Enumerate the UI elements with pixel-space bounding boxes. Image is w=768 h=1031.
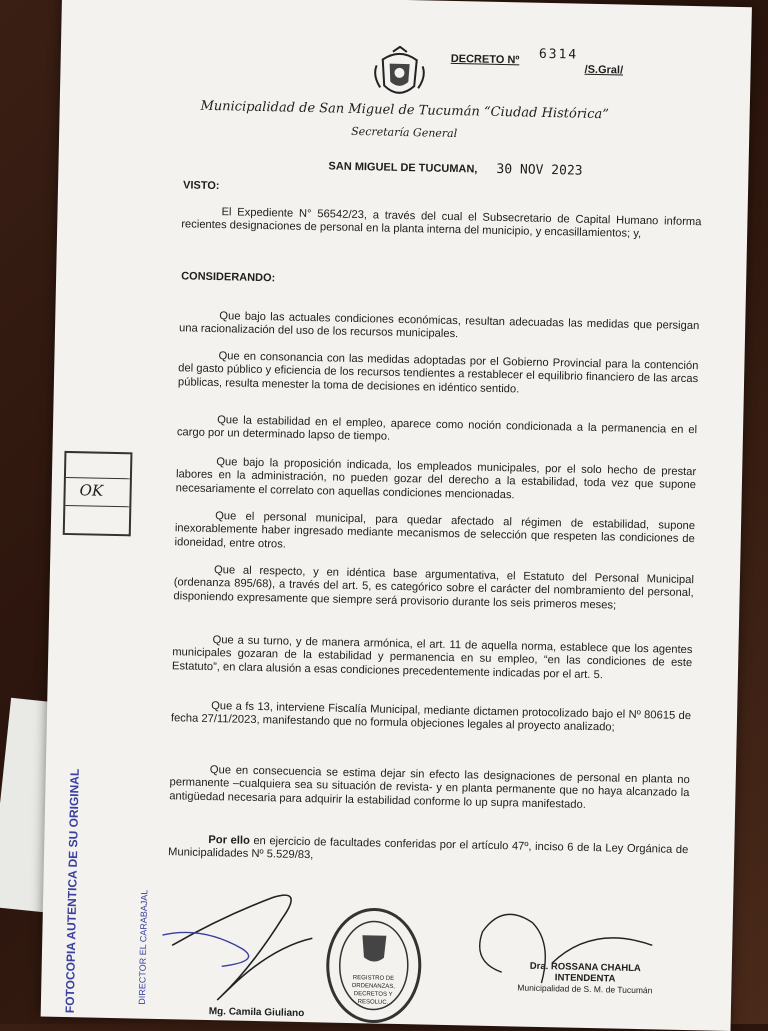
considerando-paragraph-8: Que a fs 13, interviene Fiscalía Municipal, mediante dictamen protocolizado bajo el Nº 80615 de fecha 27/11/2023, manifestando que no formula objeciones legales al proyecto analizado; — [170, 700, 692, 734]
considerando-paragraph-3: Que la estabilidad en el empleo, aparece como noción condicionada a la permanencia en el cargo por un determinado lapso de tiempo. — [176, 414, 698, 444]
registry-stamp: DIRECTOR EL CARABAJAL — [136, 889, 150, 1005]
considerando-paragraph-5: Que el personal municipal, para quedar afectado al régimen de estabilidad, supone inexorablemente haber ingresado mediante mecanismos de selección que respeten las condiciones de idoneidad, entre otros. — [174, 510, 696, 551]
svg-text:DECRETOS Y: DECRETOS Y — [353, 991, 393, 998]
svg-text:ORDENANZAS,: ORDENANZAS, — [351, 983, 396, 990]
considerando-paragraph-2: Que en consonancia con las medidas adoptadas por el Gobierno Provincial para la contención del gasto público y eficiencia de los recursos tendientes a restablecer el equilibrio financiero de las arcas públicas, resulta menester la toma de decisiones en idéntico sentido. — [177, 350, 699, 396]
considerando-heading: CONSIDERANDO: — [181, 270, 276, 285]
decree-label: DECRETO Nº — [450, 52, 520, 67]
svg-text:REGISTRO DE: REGISTRO DE — [352, 975, 395, 982]
signer-right-block — [517, 961, 653, 997]
considerando-paragraph-9: Que en consecuencia se estima dejar sin efecto las designaciones de personal en planta no permanente –cualquiera sea su situación de revista- y en planta permanente que no haya alcanzado la antigüedad necesaria para adquirir la estabilidad conforme lo up supra manifestado. — [169, 764, 690, 811]
decree-document — [41, 0, 752, 1031]
visto-heading: VISTO: — [182, 179, 220, 193]
signature-left-icon — [161, 875, 324, 1018]
svg-text:RESOLUC.: RESOLUC. — [357, 999, 389, 1006]
ok-stamp-box — [63, 451, 133, 536]
secretariat-title: Secretaría General — [351, 124, 458, 141]
closing-paragraph: Por ello en ejercicio de facultades conferidas por el artículo 47º, inciso 6 de la Ley Orgánica de Municipalidades Nº 5.529/83, — [167, 834, 689, 862]
municipal-seal-icon — [323, 904, 425, 1024]
decree-number: 6314 — [538, 46, 579, 63]
considerando-paragraph-6: Que al respecto, y en idéntica base argumentativa, el Estatuto del Personal Municipal (ordenanza 895/68), a través del art. 5, es categórico sobre el carácter del nombramiento del personal, disponiendo expresamente que siempre será provisorio durante los seis primeros meses; — [173, 564, 695, 612]
date-stamp: 30 NOV 2023 — [496, 161, 583, 179]
municipality-title: Municipalidad de San Miguel de Tucumán “Ciudad Histórica” — [200, 98, 609, 123]
signer-right-title: INTENDENTA — [554, 972, 616, 985]
signer-left-name: Mg. Camila Giuliano — [208, 1006, 305, 1020]
signer-right-org: Municipalidad de S. M. de Tucumán — [517, 982, 653, 996]
decree-header — [450, 46, 624, 77]
visto-paragraph: El Expediente N° 56542/23, a través del cual el Subsecretario de Capital Humano informa recientes designaciones de personal en la planta interna del municipio, y encasillamientos; y, — [181, 206, 702, 241]
ok-mark: OK — [79, 481, 104, 500]
municipal-crest-icon — [372, 45, 427, 102]
considerando-paragraph-1: Que bajo las actuales condiciones económicas, resultan adecuadas las medidas que persigan una racionalización del uso de los recursos municipales. — [178, 310, 700, 341]
signer-right-name: Dra. ROSSANA CHAHLA — [529, 960, 641, 975]
authentic-copy-stamp: FOTOCOPIA AUTENTICA DE SU ORIGINAL — [62, 768, 82, 1014]
considerando-paragraph-7: Que a su turno, y de manera armónica, el art. 11 de aquella norma, establece que los agentes municipales gozaran de la estabilidad y permanencia en su empleo, “en las condiciones de este Estatuto”, en clara alusión a esas condiciones precedentemente indicadas por el art. 5. — [171, 634, 693, 682]
decree-suffix: /S.Gral/ — [584, 63, 624, 77]
place: SAN MIGUEL DE TUCUMAN, — [328, 160, 478, 176]
considerando-paragraph-4: Que bajo la proposición indicada, los empleados municipales, por el solo hecho de prestar labores en la administración, no pueden gozar del derecho a la estabilidad, toda vez que supone necesariamente el correlato con aquellas condiciones mencionadas. — [175, 456, 697, 502]
